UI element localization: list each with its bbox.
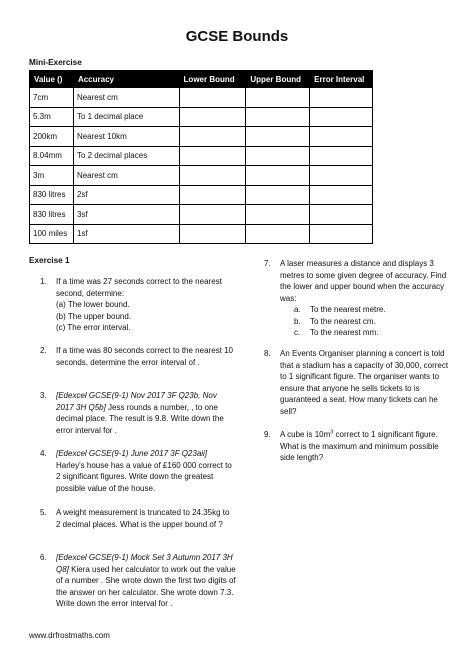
- lower-bound-cell[interactable]: [179, 146, 246, 166]
- question-5: [40, 507, 236, 530]
- mini-exercise-heading: Mini-Exercise: [29, 58, 82, 67]
- upper-bound-cell[interactable]: [246, 185, 310, 205]
- question-part: c. To the nearest mm.: [294, 328, 379, 337]
- question-number: 8.: [264, 349, 271, 358]
- question-1: [40, 276, 236, 334]
- question-text: Jess rounds a number, , to one decimal place. The result is 9.8. Write down the error interval for .: [56, 402, 224, 435]
- question-text: If a time was 27 seconds correct to the nearest second, determine:: [56, 277, 222, 298]
- value-cell: 8.04mm: [30, 146, 74, 166]
- table-row: [30, 127, 373, 147]
- question-source: [Edexcel GCSE(9-1) Nov 2017 3F Q23b, Nov 2017 3H Q5b]: [56, 391, 217, 412]
- superscript: 3: [330, 429, 334, 436]
- question-text: A weight measurement is truncated to 24.35kg to 2 decimal places. What is the upper bound of ?: [56, 508, 230, 529]
- value-cell: 830 litres: [30, 185, 74, 205]
- column-header-value: Value (): [30, 71, 74, 88]
- question-text: If a time was 80 seconds correct to the nearest 10 seconds, determine the error interval of .: [56, 346, 233, 367]
- question-part: b. To the nearest cm.: [294, 316, 376, 326]
- lower-bound-cell[interactable]: [179, 107, 246, 127]
- question-9: [264, 429, 450, 464]
- column-header-upper-bound: Upper Bound: [246, 71, 310, 88]
- upper-bound-cell[interactable]: [246, 88, 310, 108]
- error-interval-cell[interactable]: [310, 224, 373, 244]
- accuracy-cell: 1sf: [73, 224, 179, 244]
- upper-bound-cell[interactable]: [246, 224, 310, 244]
- question-6: [40, 552, 236, 610]
- column-header-error-interval: Error Interval: [310, 71, 373, 88]
- value-cell: 100 miles: [30, 224, 74, 244]
- table-row: [30, 185, 373, 205]
- lower-bound-cell[interactable]: [179, 88, 246, 108]
- value-cell: 200km: [30, 127, 74, 147]
- upper-bound-cell[interactable]: [246, 146, 310, 166]
- exercise-1-heading: Exercise 1: [29, 256, 70, 265]
- question-source: [Edexcel GCSE(9-1) June 2017 3F Q23aii]: [56, 449, 208, 458]
- error-interval-cell[interactable]: [310, 146, 373, 166]
- value-cell: 830 litres: [30, 205, 74, 225]
- error-interval-cell[interactable]: [310, 88, 373, 108]
- lower-bound-cell[interactable]: [179, 224, 246, 244]
- question-7: [264, 258, 450, 339]
- accuracy-cell: To 1 decimal place: [73, 107, 179, 127]
- question-text: An Events Organiser planning a concert is told that a stadium has a capacity of 30,000, correct to 1 significant figure. The organiser wants to ensure that anyone he sells tickets to is guaranteed a seat. How many tickets can he sell?: [280, 349, 449, 416]
- question-text: A cube is 10m: [280, 430, 331, 439]
- accuracy-cell: Nearest 10km: [73, 127, 179, 147]
- table-row: [30, 146, 373, 166]
- question-text: Kiera used her calculator to work out the value of a number . She wrote down the first two digits of the answer on her calculator. She wrote down 7.3.: [56, 564, 236, 597]
- question-number: 3.: [40, 391, 47, 400]
- error-interval-cell[interactable]: [310, 127, 373, 147]
- upper-bound-cell[interactable]: [246, 166, 310, 186]
- accuracy-cell: 3sf: [73, 205, 179, 225]
- error-interval-cell[interactable]: [310, 185, 373, 205]
- question-source: [Edexcel GCSE(9-1) Mock Set 3 Autumn 2017 3H Q8]: [56, 553, 233, 574]
- value-cell: 5.3m: [30, 107, 74, 127]
- error-interval-cell[interactable]: [310, 107, 373, 127]
- question-number: 9.: [264, 430, 271, 439]
- column-header-accuracy: Accuracy: [73, 71, 179, 88]
- table-row: [30, 224, 373, 244]
- column-header-lower-bound: Lower Bound: [179, 71, 246, 88]
- question-number: 7.: [264, 259, 271, 268]
- question-2: [40, 345, 236, 368]
- footer-url[interactable]: www.drfrostmaths.com: [29, 631, 110, 640]
- question-part: (a) The lower bound.: [56, 300, 130, 309]
- value-cell: 3m: [30, 166, 74, 186]
- table-row: [30, 107, 373, 127]
- error-interval-cell[interactable]: [310, 166, 373, 186]
- question-3: [40, 390, 236, 436]
- lower-bound-cell[interactable]: [179, 205, 246, 225]
- upper-bound-cell[interactable]: [246, 205, 310, 225]
- question-part: a. To the nearest metre.: [294, 305, 386, 314]
- question-text-continued: correct to 1 significant figure. What is the maximum and minimum possible side length?: [280, 430, 439, 462]
- accuracy-cell: 2sf: [73, 185, 179, 205]
- lower-bound-cell[interactable]: [179, 185, 246, 205]
- accuracy-cell: Nearest cm: [73, 88, 179, 108]
- table-row: [30, 88, 373, 108]
- value-cell: 7cm: [30, 88, 74, 108]
- question-number: 5.: [40, 508, 47, 517]
- question-part: (b) The upper bound.: [56, 311, 132, 321]
- question-part: (c) The error interval.: [56, 323, 131, 332]
- question-text: A laser measures a distance and displays 3 metres to some given degree of accuracy. Find the lower and upper bound when the accuracy was:: [280, 259, 447, 303]
- lower-bound-cell[interactable]: [179, 166, 246, 186]
- accuracy-cell: To 2 decimal places: [73, 146, 179, 166]
- question-number: 2.: [40, 346, 47, 355]
- bounds-table: [29, 70, 373, 244]
- question-text-continued: Write down the error interval for .: [56, 599, 173, 608]
- question-number: 6.: [40, 553, 47, 562]
- question-4: [40, 448, 236, 494]
- table-header-row: [30, 71, 373, 88]
- accuracy-cell: Nearest cm: [73, 166, 179, 186]
- question-number: 1.: [40, 277, 47, 286]
- error-interval-cell[interactable]: [310, 205, 373, 225]
- lower-bound-cell[interactable]: [179, 127, 246, 147]
- upper-bound-cell[interactable]: [246, 127, 310, 147]
- page-title: GCSE Bounds: [185, 28, 289, 45]
- question-8: [264, 348, 450, 417]
- question-number: 4.: [40, 449, 47, 458]
- table-row: [30, 205, 373, 225]
- upper-bound-cell[interactable]: [246, 107, 310, 127]
- question-text: Harley's house has a value of £160 000 correct to 2 significant figures. Write down the greatest possible value of the house.: [56, 460, 232, 493]
- table-row: [30, 166, 373, 186]
